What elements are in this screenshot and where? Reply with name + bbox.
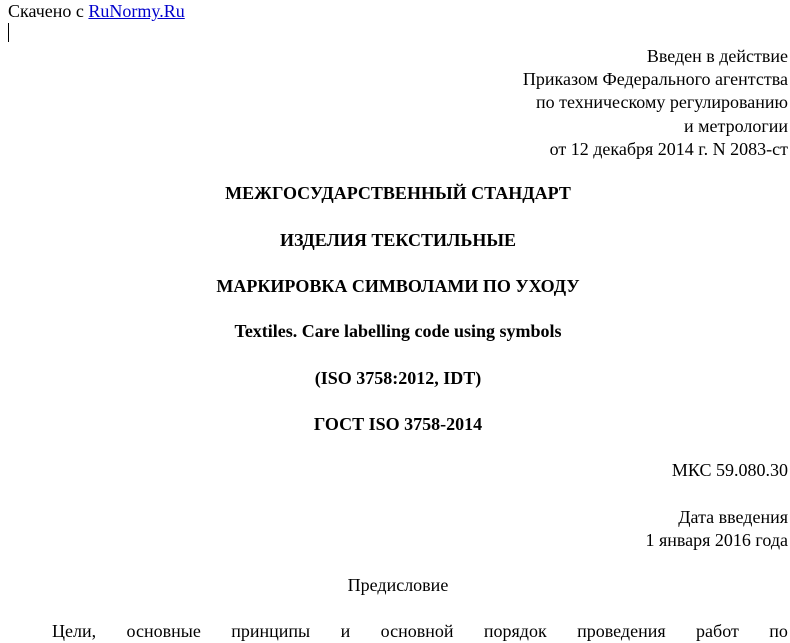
standard-type-heading: МЕЖГОСУДАРСТВЕННЫЙ СТАНДАРТ [225,183,571,203]
paragraph-word: основной [380,621,454,641]
foreword-heading: Предисловие [347,575,449,595]
paragraph-word: основные [126,621,201,641]
approval-line: и метрологии [684,115,788,136]
paragraph-word: работ [696,621,739,641]
source-link[interactable]: RuNormy.Ru [88,1,185,21]
paragraph-word: Цели, [52,621,97,641]
paragraph-word: по [769,621,788,641]
approval-line: по техническому регулированию [535,92,788,113]
text-cursor [8,23,9,42]
paragraph-word: и [340,621,351,641]
foreword-paragraph-line [52,620,788,643]
mks-classification: МКС 59.080.30 [671,460,788,480]
subject-heading: МАРКИРОВКА СИМВОЛАМИ ПО УХОДУ [216,276,580,296]
paragraph-word: проведения [577,621,666,641]
approval-block [523,45,788,161]
approval-line: Введен в действие [646,46,788,66]
effective-date: 1 января 2016 года [645,530,788,550]
english-title: Textiles. Care labelling code using symbols [234,321,562,341]
product-heading: ИЗДЕЛИЯ ТЕКСТИЛЬНЫЕ [279,230,517,250]
iso-reference: (ISO 3758:2012, IDT) [314,368,482,388]
approval-line: от 12 декабря 2014 г. N 2083-ст [549,138,788,159]
approval-line: Приказом Федерального агентства [522,69,788,90]
paragraph-word: принципы [231,621,311,641]
effective-date-label: Дата введения [678,507,788,527]
source-line [8,0,185,22]
standard-designation: ГОСТ ISO 3758-2014 [313,414,483,434]
source-prefix: Скачено с [8,1,84,21]
paragraph-word: порядок [483,621,547,641]
